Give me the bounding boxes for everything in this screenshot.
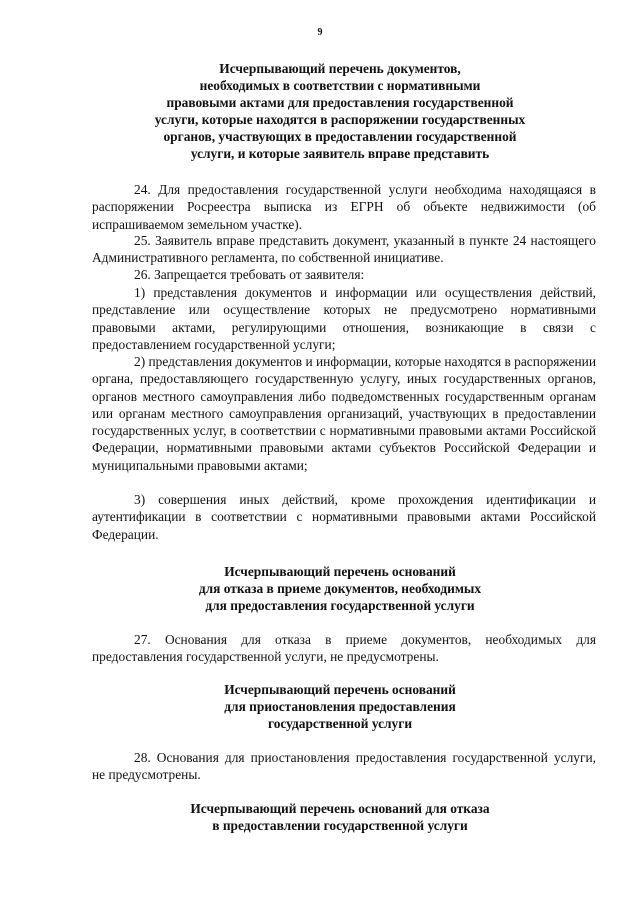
- paragraph-28: 28. Основания для приостановления предоставления государственной услуги, не предусмотрены.: [92, 750, 596, 783]
- heading-line: правовыми актами для предоставления государственной: [166, 95, 514, 110]
- heading-line: Исчерпывающий перечень документов,: [219, 61, 461, 76]
- heading-line: для отказа в приеме документов, необходимых: [198, 581, 482, 596]
- section-heading-refusal-acceptance: [90, 563, 590, 614]
- heading-line: необходимых в соответствии с нормативными: [199, 78, 481, 93]
- page-number: 9: [317, 27, 323, 38]
- section-heading-documents: [90, 60, 590, 162]
- heading-line: Исчерпывающий перечень оснований для отказа: [190, 801, 490, 816]
- heading-line: для приостановления предоставления: [224, 699, 456, 714]
- heading-line: Исчерпывающий перечень оснований: [224, 564, 456, 579]
- paragraph-25: 25. Заявитель вправе представить документ, указанный в пункте 24 настоящего Административного регламента, по собственной инициативе.: [92, 233, 596, 266]
- heading-line: Исчерпывающий перечень оснований: [224, 682, 456, 697]
- heading-line: услуги, которые находятся в распоряжении государственных: [154, 112, 526, 127]
- heading-line: услуги, и которые заявитель вправе представить: [190, 146, 490, 161]
- section-heading-refusal-service: [90, 800, 590, 834]
- heading-line: органов, участвующих в предоставлении государственной: [163, 129, 517, 144]
- heading-line: для предоставления государственной услуги: [205, 598, 475, 613]
- paragraph-26-item-3: 3) совершения иных действий, кроме прохождения идентификации и аутентификации в соответствии с нормативными правовыми актами Российской Федерации.: [92, 492, 596, 542]
- paragraph-26: 26. Запрещается требовать от заявителя:: [134, 267, 365, 282]
- paragraph-27: 27. Основания для отказа в приеме документов, необходимых для предоставления государственной услуги, не предусмотрены.: [92, 632, 596, 665]
- paragraph-24: 24. Для предоставления государственной услуги необходима находящаяся в распоряжении Росреестра выписка из ЕГРН об объекте недвижимости (об испрашиваемом земельном участке).: [92, 182, 596, 232]
- heading-line: государственной услуги: [267, 716, 413, 731]
- paragraph-26-item-2: 2) представления документов и информации, которые находятся в распоряжении органа, предоставляющего государственную услугу, иных государственных органов, органов местного самоуправления либо подведомственных государственным органам или органам местного самоуправления организаций, участвующих в предоставлении государственных услуг, в соответствии с нормативными правовыми актами Российской Федерации, нормативными правовыми актами субъектов Российской Федерации и муниципальными правовыми актами;: [92, 354, 596, 473]
- section-heading-suspension: [90, 681, 590, 732]
- heading-line: в предоставлении государственной услуги: [212, 818, 468, 833]
- paragraph-26-item-1: 1) представления документов и информации или осуществления действий, представление или осуществление которых не предусмотрено нормативными правовыми актами, регулирующими отношения, возникающие в связи с предоставлением государственной услуги;: [92, 285, 596, 352]
